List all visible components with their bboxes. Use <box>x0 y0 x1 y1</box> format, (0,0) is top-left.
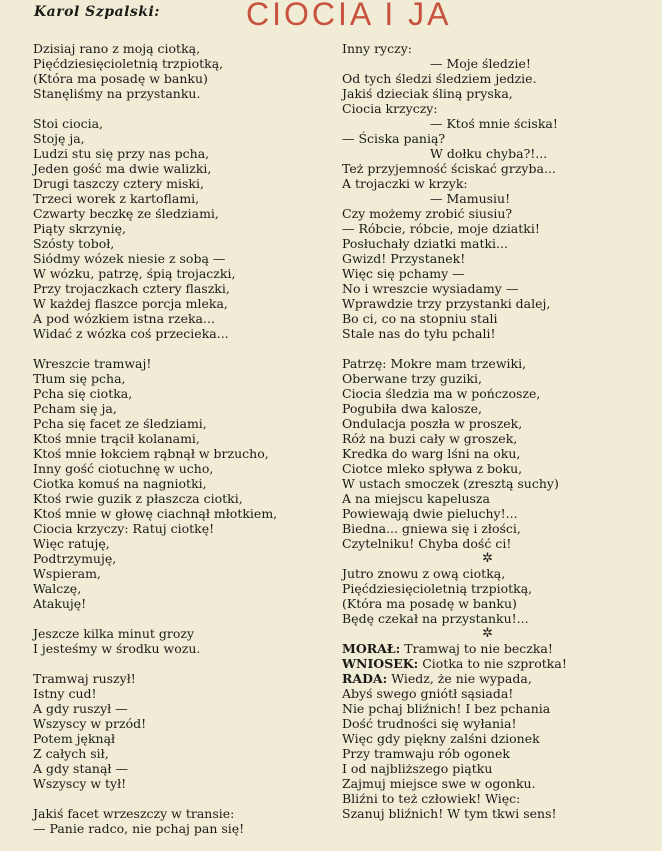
poem-line: Więc ratuję, <box>33 536 110 551</box>
poem-line: Pcha się facet ze śledziami, <box>33 416 207 431</box>
poem-line <box>342 776 660 791</box>
poem-line: Biedna... gniewa się i złości, <box>342 521 521 536</box>
poem-line: No i wreszcie wysiadamy — <box>342 281 519 296</box>
poem-line: Oberwane trzy guziki, <box>342 371 482 386</box>
poem-line <box>342 806 660 821</box>
poem-line: Atakuję! <box>33 596 87 611</box>
poem-line: Widać z wózka coś przecieka... <box>33 326 229 341</box>
poem-line: Ciotka komuś na nagniotki, <box>33 476 207 491</box>
moral-label: WNIOSEK: <box>342 656 419 671</box>
poem-line <box>342 731 660 746</box>
stanza <box>33 356 333 611</box>
poem-line: Jeden gość ma dwie walizki, <box>33 161 212 176</box>
moral-text: Ciotka to nie szprotka! <box>418 656 567 671</box>
poem-line: Jakiś dzieciak śliną pryska, <box>342 86 513 101</box>
poem-line: Trzeci worek z kartoflami, <box>33 191 200 206</box>
poem-line: Ktoś mnie łokciem rąbnął w brzucho, <box>33 446 269 461</box>
poem-line: Czwarty beczkę ze śledziami, <box>33 206 219 221</box>
poem-line: Wspieram, <box>33 566 101 581</box>
moral-text: Przy tramwaju rób ogonek <box>342 746 510 761</box>
poem-line: Róż na buzi cały w groszek, <box>342 431 518 446</box>
poem-line: Tłum się pcha, <box>33 371 126 386</box>
poem-line <box>342 686 660 701</box>
poem-line: I jesteśmy w środku wozu. <box>33 641 201 656</box>
poem-line: Stanęliśmy na przystanku. <box>33 86 201 101</box>
poem-line: Stale nas do tyłu pchali! <box>342 326 496 341</box>
poem-line: A gdy stanął — <box>33 761 128 776</box>
poem-line: Od tych śledzi śledziem jedzie. <box>342 71 537 86</box>
poem-line: Jeszcze kilka minut grozy <box>33 626 195 641</box>
poem-line: — Róbcie, róbcie, moje dziatki! <box>342 221 540 236</box>
poem-line <box>342 671 660 686</box>
poem-line: — Moje śledzie! <box>430 56 531 71</box>
right-column <box>342 41 660 821</box>
poem-line: Będę czekał na przystanku!... <box>342 611 529 626</box>
poem-line: Wprawdzie trzy przystanki dalej, <box>342 296 551 311</box>
poem-line: Inny ryczy: <box>342 41 412 56</box>
poem-line: Siódmy wózek niesie z sobą — <box>33 251 226 266</box>
poem-line: (Która ma posadę w banku) <box>342 596 517 611</box>
poem-line: — Ściska panią? <box>342 131 446 146</box>
moral-text: Nie pchaj bliźnich! I bez pchania <box>342 701 551 716</box>
poem-line: Czy możemy zrobić siusiu? <box>342 206 513 221</box>
moral-text: Bliźni to też człowiek! Więc: <box>342 791 521 806</box>
moral-text: Zajmuj miejsce swe w ogonku. <box>342 776 536 791</box>
poem-line: Pięćdziesięcioletnią trzpiotką, <box>33 56 224 71</box>
poem-line: Wszyscy w przód! <box>33 716 147 731</box>
poem-title: CIOCIA I JA <box>246 0 452 32</box>
poem-line: W dołku chyba?!... <box>430 146 548 161</box>
stanza <box>33 41 333 101</box>
poem-line: Z całych sił, <box>33 746 109 761</box>
poem-line: Kredka do warg lśni na oku, <box>342 446 521 461</box>
poem-line: Ludzi stu się przy nas pcha, <box>33 146 210 161</box>
moral-text: Wiedz, że nie wypada, <box>387 671 532 686</box>
separator-star-icon: ✲ <box>482 626 493 641</box>
moral-text: Abyś swego gniótł sąsiada! <box>342 686 514 701</box>
poem-line <box>342 716 660 731</box>
poem-line <box>342 746 660 761</box>
poem-line: Szósty toboł, <box>33 236 115 251</box>
separator-star-icon: ✲ <box>482 551 493 566</box>
stanza <box>33 671 333 791</box>
moral-stanza <box>342 641 660 821</box>
poem-line: Więc się pchamy — <box>342 266 465 281</box>
poem-line: Gwizd! Przystanek! <box>342 251 466 266</box>
poem-line: Stoję ja, <box>33 131 85 146</box>
poem-line: Pcha się ciotka, <box>33 386 133 401</box>
stanza <box>342 566 660 626</box>
stanza <box>342 356 660 551</box>
poem-line: Ciocia śledzia ma w pończosze, <box>342 386 541 401</box>
poem-line: Ondulacja poszła w proszek, <box>342 416 523 431</box>
moral-text: Dość trudności się wyłania! <box>342 716 517 731</box>
poem-line: Wszyscy w tył! <box>33 776 127 791</box>
poem-line: Powiewają dwie pieluchy!... <box>342 506 518 521</box>
poem-line: A gdy ruszył — <box>33 701 128 716</box>
poem-line: W ustach smoczek (zresztą suchy) <box>342 476 559 491</box>
poem-line: (Która ma posadę w banku) <box>33 71 208 86</box>
poem-line: Ktoś mnie trącił kolanami, <box>33 431 200 446</box>
poem-line: Inny gość ciotuchnę w ucho, <box>33 461 214 476</box>
poem-line <box>342 641 660 656</box>
poem-line: Podtrzymuję, <box>33 551 117 566</box>
poem-line <box>342 701 660 716</box>
poem-line: Jutro znowu z ową ciotką, <box>342 566 506 581</box>
poem-line: Pogubiła dwa kalosze, <box>342 401 483 416</box>
poem-line: Stoi ciocia, <box>33 116 104 131</box>
poem-line: Istny cud! <box>33 686 97 701</box>
stanza <box>33 806 333 836</box>
poem-line: Przy trojaczkach cztery flaszki, <box>33 281 230 296</box>
poem-line: Bo ci, co na stopniu stali <box>342 311 498 326</box>
moral-text: Więc gdy piękny zalśni dzionek <box>342 731 540 746</box>
poem-line: Też przyjemność ściskać grzyba... <box>342 161 556 176</box>
poem-line: A pod wózkiem istna rzeka... <box>33 311 215 326</box>
poem-line: Ciocia krzyczy: <box>342 101 438 116</box>
author-name: Karol Szpalski: <box>34 4 160 20</box>
poem-line: Ciotce mleko spływa z boku, <box>342 461 523 476</box>
poem-line: Piąty skrzynię, <box>33 221 126 236</box>
poem-line <box>342 791 660 806</box>
poem-line: Drugi taszczy cztery miski, <box>33 176 204 191</box>
poem-line: Jakiś facet wrzeszczy w transie: <box>33 806 235 821</box>
moral-label: RADA: <box>342 671 388 686</box>
poem-line: Posłuchały dziatki matki... <box>342 236 508 251</box>
moral-text: I od najbliższego piątku <box>342 761 493 776</box>
poem-line: W wózku, patrzę, śpią trojaczki, <box>33 266 236 281</box>
moral-text: Szanuj bliźnich! W tym tkwi sens! <box>342 806 557 821</box>
poem-line: Dzisiaj rano z moją ciotką, <box>33 41 201 56</box>
poem-line: Wreszcie tramwaj! <box>33 356 152 371</box>
poem-line: Ktoś rwie guzik z płaszcza ciotki, <box>33 491 243 506</box>
poem-line: — Mamusiu! <box>430 191 511 206</box>
moral-label: MORAŁ: <box>342 641 401 656</box>
poem-line: — Panie radco, nie pchaj pan się! <box>33 821 245 836</box>
moral-text: Tramwaj to nie beczka! <box>400 641 553 656</box>
stanza <box>33 626 333 656</box>
stanza <box>342 41 660 341</box>
poem-line: Ktoś mnie w głowę ciachnął młotkiem, <box>33 506 278 521</box>
stanza <box>33 116 333 341</box>
poem-line: Czytelniku! Chyba dość ci! <box>342 536 512 551</box>
poem-line: Walczę, <box>33 581 82 596</box>
poem-line <box>342 656 660 671</box>
poem-line: A na miejscu kapelusza <box>342 491 490 506</box>
poem-line: W każdej flaszce porcja mleka, <box>33 296 228 311</box>
poem-line: — Ktoś mnie ściska! <box>430 116 558 131</box>
poem-line: Pięćdziesięcioletnią trzpiotką, <box>342 581 533 596</box>
poem-line: Pcham się ja, <box>33 401 117 416</box>
poem-line: A trojaczki w krzyk: <box>342 176 468 191</box>
poem-line: Ciocia krzyczy: Ratuj ciotkę! <box>33 521 215 536</box>
poem-line: Tramwaj ruszył! <box>33 671 136 686</box>
poem-line: Patrzę: Mokre mam trzewiki, <box>342 356 527 371</box>
left-column <box>33 41 333 851</box>
poem-line <box>342 761 660 776</box>
poem-line: Potem jęknął <box>33 731 116 746</box>
